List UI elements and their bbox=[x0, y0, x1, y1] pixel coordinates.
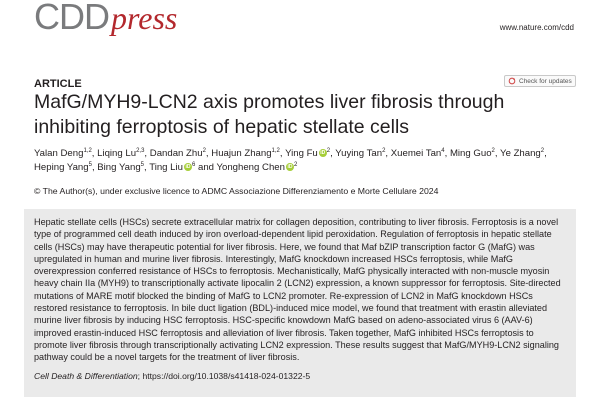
check-for-updates-button[interactable] bbox=[504, 75, 576, 87]
author-name: Heping Yang bbox=[34, 162, 89, 173]
author-list bbox=[34, 147, 579, 175]
logo-press: press bbox=[111, 0, 178, 36]
check-updates-label: Check for updates bbox=[519, 77, 572, 85]
orcid-icon[interactable]: iD bbox=[185, 164, 191, 171]
author-name: Yuying Tan bbox=[335, 148, 383, 159]
author-affiliation: 5 bbox=[88, 161, 92, 168]
author-entry[interactable] bbox=[149, 162, 195, 173]
doi-link[interactable]: https://doi.org/10.1038/s41418-024-01322-5 bbox=[142, 370, 311, 381]
author-name: Ming Guo bbox=[449, 148, 492, 159]
article-type-label: ARTICLE bbox=[34, 78, 82, 90]
author-name: Yongheng Chen bbox=[216, 162, 285, 173]
author-separator: , bbox=[385, 148, 391, 159]
author-separator: , bbox=[91, 148, 98, 159]
author-name: Yalan Deng bbox=[34, 148, 84, 159]
author-name: Bing Yang bbox=[97, 162, 141, 173]
author-entry[interactable] bbox=[500, 148, 544, 159]
author-separator: , bbox=[205, 148, 212, 159]
author-separator: , bbox=[494, 148, 501, 159]
author-affiliation: 1,2 bbox=[271, 147, 280, 154]
author-affiliation: 2 bbox=[382, 147, 386, 154]
journal-name: Cell Death & Differentiation bbox=[34, 370, 138, 381]
abstract-panel bbox=[24, 209, 576, 397]
author-affiliation: 2,3 bbox=[136, 147, 145, 154]
author-name: Ting Liu bbox=[149, 162, 183, 173]
author-affiliation: 5 bbox=[140, 161, 145, 168]
copyright-notice: © The Author(s), under exclusive licence to ADMC Associazione Differenziamento e Morte Cellulare 2024 bbox=[34, 186, 439, 196]
author-separator: , bbox=[330, 148, 336, 159]
logo-cdd: CDD bbox=[34, 0, 109, 37]
author-entry[interactable] bbox=[97, 148, 144, 159]
author-separator: , bbox=[544, 148, 547, 159]
author-affiliation: 2 bbox=[293, 161, 298, 168]
abstract-text: Hepatic stellate cells (HSCs) secrete extracellular matrix for collagen deposition, contributing to liver fibrosis. Ferroptosis is a novel type of programmed cell death induced by iron overload-dependent lipid peroxidation. Regulation of ferroptosis in hepatic stellate cells (HSCs) may have therapeutic potential for liver fibrosis. Here, we found that Maf bZIP transcription factor G (MafG) was upregulated in human and murine liver fibrosis. Interestingly, MafG knockdown increased HSCs ferroptosis, while MafG overexpression conferred resistance of HSCs to ferroptosis. Mechanistically, MafG physically interacted with non-muscle myosin heavy chain IIa (MYH9) to transcriptionally activate lipocalin 2 (LCN2) expression, a known suppressor for ferroptosis. Site-directed mutations of MARE motif blocked the binding of MafG to LCN2 promoter. Re-expression of LCN2 in MafG knockdown HSCs restored resistance to ferroptosis. In bile duct ligation (BDL)-induced mice model, we found that treatment with erastin alleviated murine liver fibrosis by inducing HSC ferroptosis. HSC-specific knowdown MafG based on adeno-associated virus 6 (AAV-6) improved erastin-induced HSC ferroptosis and alleviation of liver fibrosis. Taken together, MafG inhibited HSCs ferroptosis to promote liver fibrosis through transcriptionally activating LCN2 expression. These results suggest that MafG/MYH9-LCN2 signaling pathway could be a novel targets for the treatment of liver fibrosis. bbox=[34, 217, 561, 363]
author-entry[interactable] bbox=[34, 148, 92, 159]
author-separator: , bbox=[444, 148, 450, 159]
article-title: MafG/MYH9-LCN2 axis promotes liver fibrosis through inhibiting ferroptosis of hepatic stellate cells bbox=[34, 91, 505, 138]
author-affiliation: 2 bbox=[326, 147, 331, 154]
author-name: Dandan Zhu bbox=[149, 148, 203, 159]
refresh-icon bbox=[508, 77, 516, 85]
author-affiliation: 4 bbox=[441, 147, 445, 154]
author-name: Liqing Lu bbox=[97, 148, 137, 159]
author-separator: , bbox=[144, 162, 150, 173]
author-affiliation: 2 bbox=[540, 147, 545, 154]
author-name: Ye Zhang bbox=[500, 148, 541, 159]
author-entry[interactable] bbox=[97, 162, 144, 173]
author-separator: , bbox=[91, 162, 98, 173]
citation-line bbox=[34, 371, 566, 381]
author-entry[interactable] bbox=[216, 162, 297, 173]
author-affiliation: 6 bbox=[191, 161, 196, 168]
author-entry[interactable] bbox=[450, 148, 495, 159]
author-name: Ying Fu bbox=[285, 148, 318, 159]
author-affiliation: 2 bbox=[491, 147, 495, 154]
author-separator: , bbox=[279, 148, 286, 159]
author-affiliation: 2 bbox=[202, 147, 206, 154]
author-name: Huajun Zhang bbox=[211, 148, 272, 159]
orcid-icon[interactable]: iD bbox=[320, 150, 326, 157]
author-entry[interactable] bbox=[34, 162, 92, 173]
author-separator: , bbox=[144, 148, 150, 159]
author-entry[interactable] bbox=[335, 148, 385, 159]
citation-separator: ; bbox=[137, 370, 143, 381]
author-entry[interactable] bbox=[211, 148, 280, 159]
author-entry[interactable] bbox=[285, 148, 330, 159]
author-entry[interactable] bbox=[150, 148, 206, 159]
journal-logo[interactable] bbox=[34, 0, 177, 38]
author-entry[interactable] bbox=[391, 148, 445, 159]
author-name: Xuemei Tan bbox=[390, 148, 442, 159]
author-separator: and bbox=[195, 162, 217, 173]
site-url-link[interactable]: www.nature.com/cdd bbox=[499, 23, 574, 32]
author-affiliation: 1,2 bbox=[83, 147, 92, 154]
orcid-icon[interactable]: iD bbox=[287, 164, 293, 171]
